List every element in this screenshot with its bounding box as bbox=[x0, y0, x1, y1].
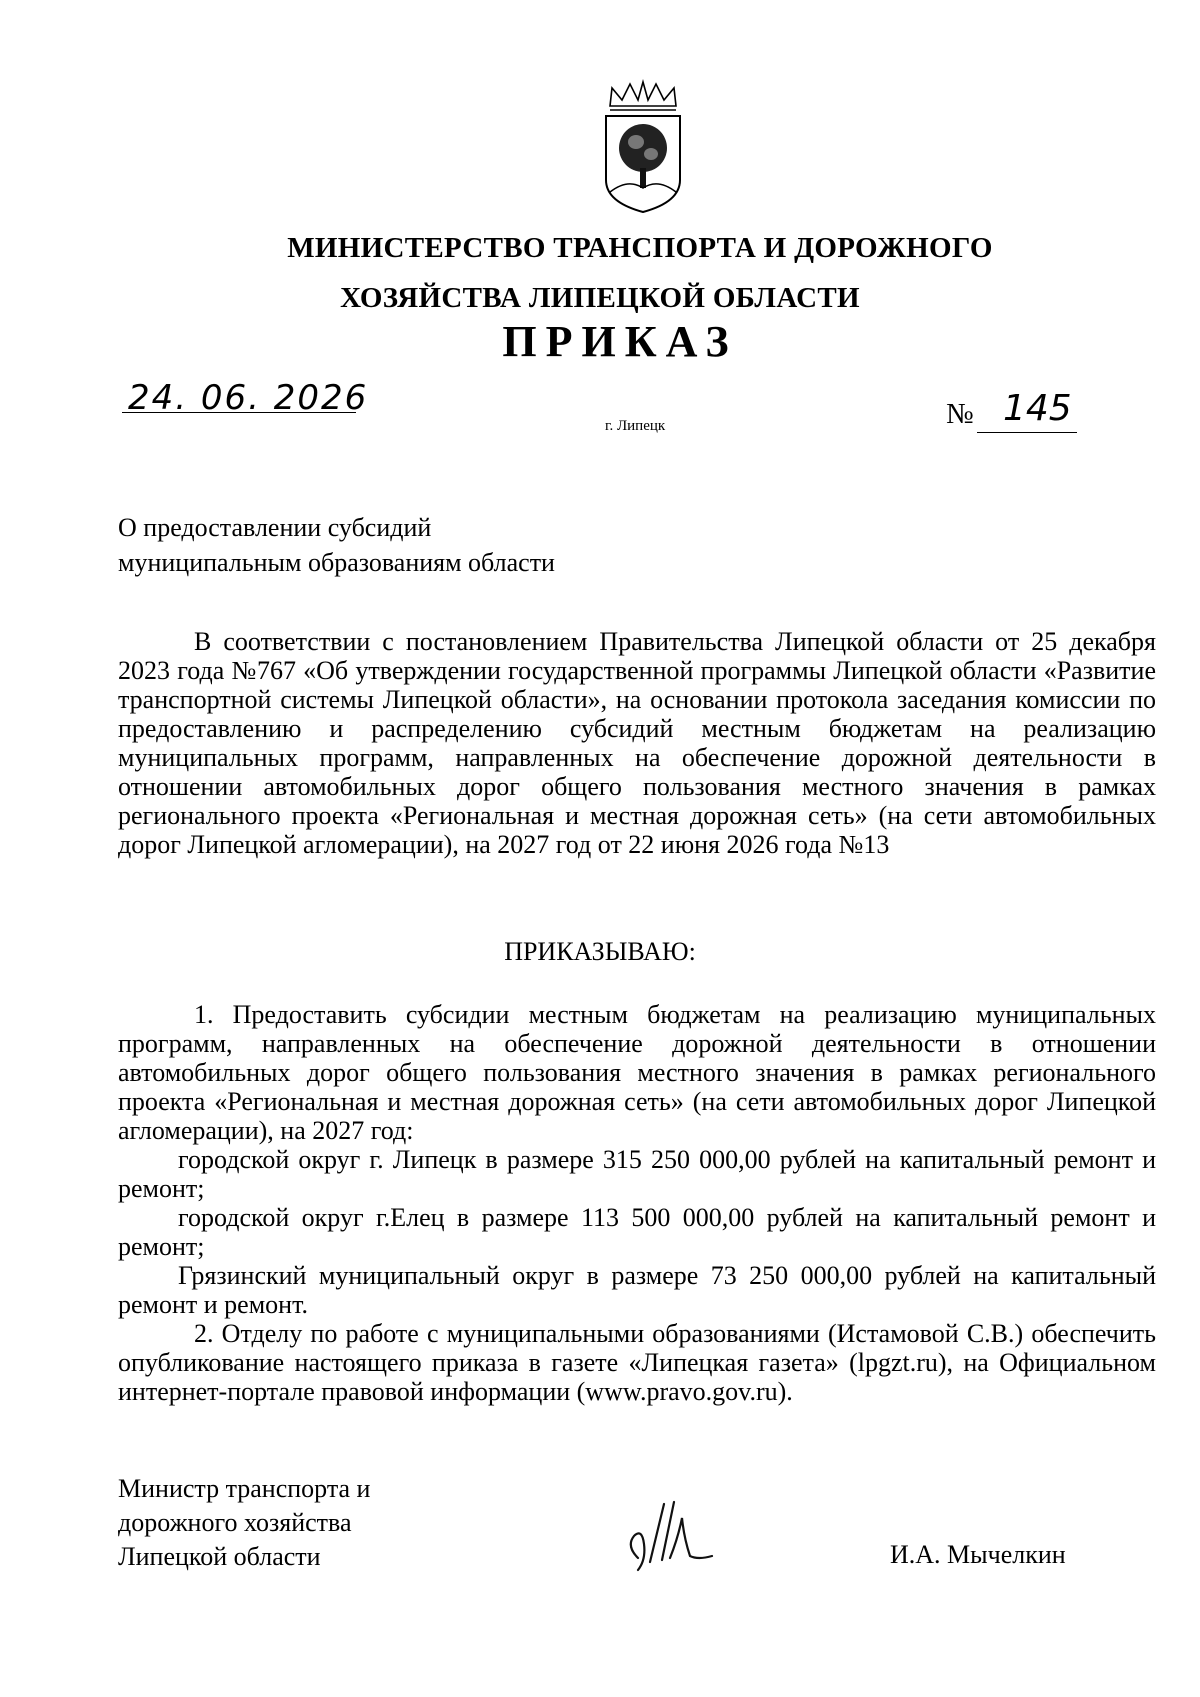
subject-line1: О предоставлении субсидий bbox=[118, 513, 432, 542]
coat-of-arms-icon bbox=[598, 78, 688, 218]
subsidy-item-gryazi: Грязинский муниципальный округ в размере 73 250 000,00 рублей на капитальный ремонт и ремонт. bbox=[118, 1261, 1156, 1319]
subsidy-item-elets: городской округ г.Елец в размере 113 500 000,00 рублей на капитальный ремонт и ремонт; bbox=[118, 1203, 1156, 1261]
signer-name: И.А. Мычелкин bbox=[890, 1540, 1066, 1569]
document-number: 145 bbox=[1003, 388, 1072, 429]
order-word: ПРИКАЗЫВАЮ: bbox=[504, 937, 696, 966]
document-type-title: ПРИКАЗ bbox=[502, 317, 738, 366]
subject-line2: муниципальным образованиям области bbox=[118, 548, 555, 577]
order-item-1: 1. Предоставить субсидии местным бюджетам на реализацию муниципальных программ, направленных на обеспечение дорожной деятельности в отношении автомобильных дорог общего пользования местного значения в рамках регионального проекта «Региональная и местная дорожная сеть» (на сети автомобильных дорог Липецкой агломерации), на 2027 год: bbox=[118, 1000, 1156, 1145]
signer-position bbox=[118, 1472, 370, 1574]
document-city: г. Липецк bbox=[605, 418, 666, 434]
preamble-paragraph bbox=[118, 627, 1156, 859]
signer-position-line3: Липецкой области bbox=[118, 1542, 321, 1571]
order-item-2: 2. Отделу по работе с муниципальными образованиями (Истамовой С.В.) обеспечить опубликование настоящего приказа в газете «Липецкая газета» (lpgzt.ru), на Официальном интернет-портале правовой информации (www.pravo.gov.ru). bbox=[118, 1319, 1156, 1406]
order-items bbox=[118, 1000, 1156, 1406]
handwritten-signature bbox=[620, 1498, 730, 1578]
document-subject bbox=[118, 510, 555, 580]
preamble-text: В соответствии с постановлением Правительства Липецкой области от 25 декабря 2023 года №767 «Об утверждении государственной программы Липецкой области «Развитие транспортной системы Липецкой области», на основании протокола заседания комиссии по предоставлению и распределению субсидий местным бюджетам на реализацию муниципальных программ, направленных на обеспечение дорожной деятельности в отношении автомобильных дорог общего пользования местного значения в рамках регионального проекта «Региональная и местная дорожная сеть» (на сети автомобильных дорог Липецкой агломерации), на 2027 год от 22 июня 2026 года №13 bbox=[118, 627, 1156, 859]
ministry-title-line1: МИНИСТЕРСТВО ТРАНСПОРТА И ДОРОЖНОГО bbox=[287, 232, 993, 264]
ministry-title-line2: ХОЗЯЙСТВА ЛИПЕЦКОЙ ОБЛАСТИ bbox=[340, 282, 860, 314]
date-underline bbox=[122, 412, 356, 413]
number-underline bbox=[977, 432, 1077, 433]
document-date: 24. 06. 2026 bbox=[128, 378, 369, 418]
signer-position-line1: Министр транспорта и bbox=[118, 1474, 371, 1503]
subsidy-item-lipetsk: городской округ г. Липецк в размере 315 250 000,00 рублей на капитальный ремонт и ремонт; bbox=[118, 1145, 1156, 1203]
number-label: № bbox=[946, 398, 974, 430]
signer-position-line2: дорожного хозяйства bbox=[118, 1508, 352, 1537]
